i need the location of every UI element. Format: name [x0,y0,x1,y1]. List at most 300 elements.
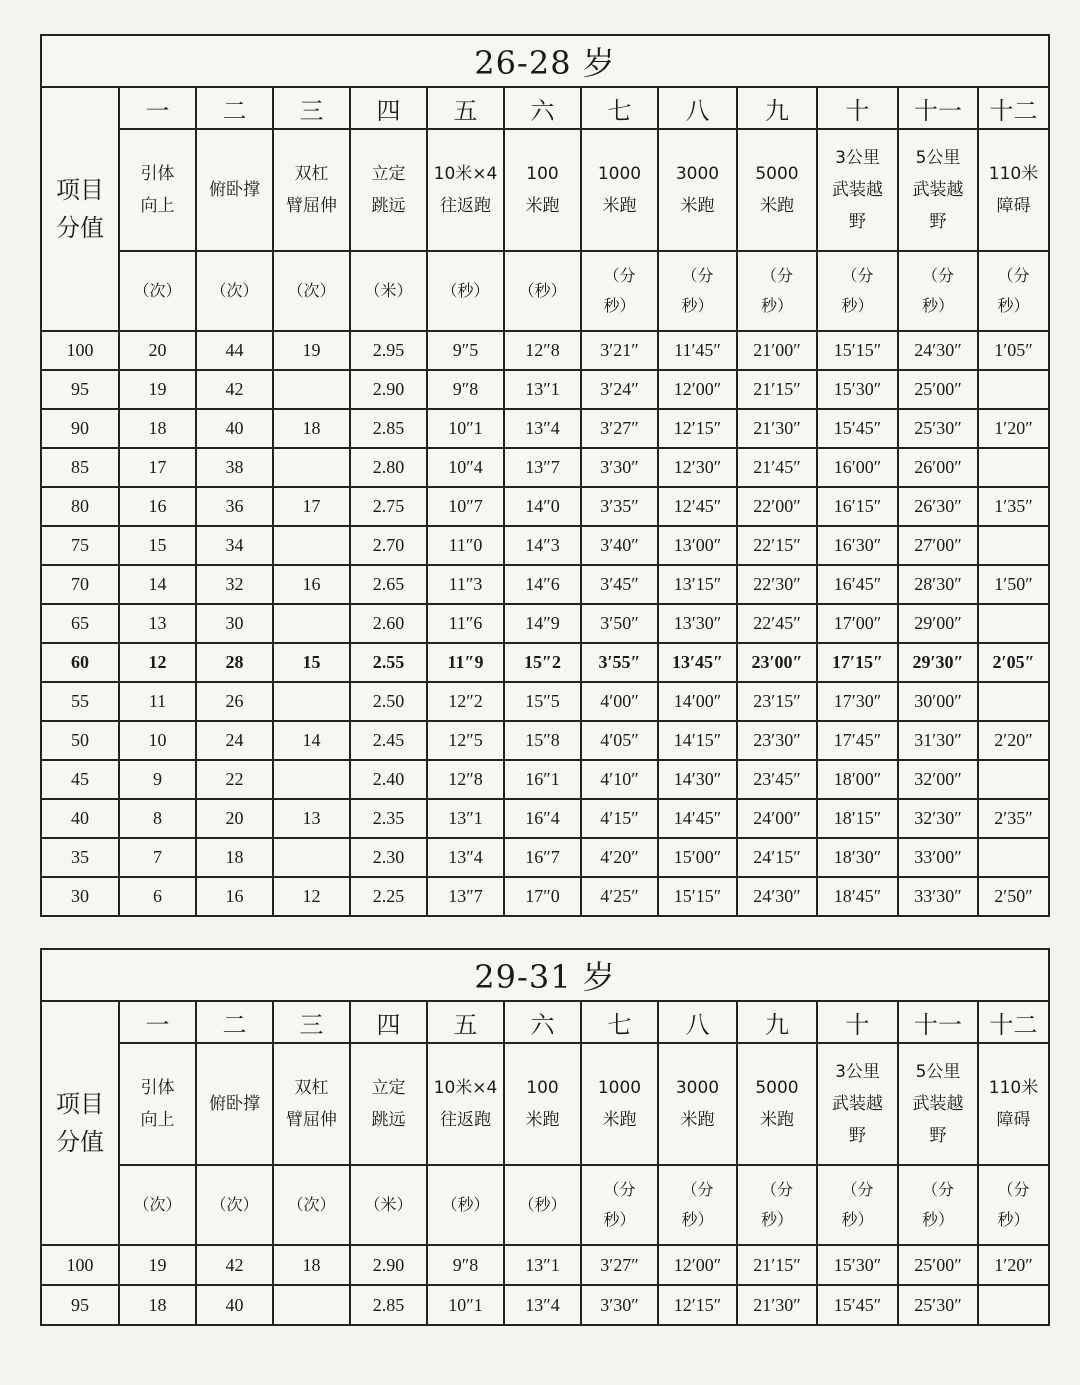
value-cell: 30′00″ [898,682,978,721]
value-cell: 26′30″ [898,487,978,526]
value-cell: 15″8 [504,721,581,760]
value-cell: 28′30″ [898,565,978,604]
value-cell: 38 [196,448,273,487]
header-text: 秒） [681,1210,714,1229]
table-row [41,1245,1049,1285]
value-cell [273,526,350,565]
header-text: （次） [210,280,259,300]
score-table-grid [40,948,1050,1326]
value-cell: 14″9 [504,604,581,643]
event-name-row [41,129,1049,251]
event-name [978,129,1049,251]
value-cell: 16″7 [504,838,581,877]
value-cell: 3′50″ [581,604,658,643]
value-cell: 4′05″ [581,721,658,760]
score-cell: 30 [41,877,119,916]
value-cell: 40 [196,1285,273,1325]
value-cell: 9 [119,760,196,799]
event-name [350,129,427,251]
score-cell: 75 [41,526,119,565]
header-text: 臂屈伸 [286,1110,337,1130]
value-cell: 25′30″ [898,409,978,448]
header-text: （秒） [518,280,567,300]
header-text: 3000 [675,163,720,184]
event-unit [119,251,196,331]
value-cell: 3′30″ [581,1285,658,1325]
event-name [817,129,898,251]
value-cell: 11′45″ [658,331,737,370]
header-text: 野 [849,1126,866,1147]
header-text: （分 [681,265,714,285]
value-cell: 12′15″ [658,1285,737,1325]
value-cell: 12″8 [427,760,504,799]
value-cell: 13″1 [504,1245,581,1285]
event-name [504,129,581,251]
header-text: 110米 [988,1077,1039,1098]
value-cell: 18 [273,1245,350,1285]
value-cell: 2.80 [350,448,427,487]
value-cell: 1′05″ [978,331,1049,370]
value-cell: 2.55 [350,643,427,682]
value-cell: 24′00″ [737,799,817,838]
header-text: 110米 [988,163,1039,184]
value-cell: 11 [119,682,196,721]
header-text: 秒） [997,1210,1030,1229]
value-cell: 44 [196,331,273,370]
value-cell: 15′15″ [817,331,898,370]
value-cell: 20 [196,799,273,838]
value-cell: 14″3 [504,526,581,565]
header-text: 秒） [921,1210,954,1229]
value-cell: 13″7 [504,448,581,487]
value-cell: 15′45″ [817,409,898,448]
score-table-29-31 [40,948,1048,1326]
table-row [41,643,1049,682]
value-cell: 22 [196,760,273,799]
value-cell: 3′24″ [581,370,658,409]
header-text: 引体 [140,1077,175,1098]
header-text: 米跑 [525,1110,560,1130]
header-text: （秒） [441,280,490,300]
score-cell: 65 [41,604,119,643]
value-cell: 9″5 [427,331,504,370]
value-cell: 14′30″ [658,760,737,799]
event-unit [350,251,427,331]
value-cell: 2.60 [350,604,427,643]
event-unit [196,251,273,331]
header-text: （分 [841,1179,874,1199]
value-cell: 13″1 [504,370,581,409]
value-cell: 16″1 [504,760,581,799]
header-text: 100 [526,1077,559,1098]
table-row [41,799,1049,838]
header-text: 10米×4 [433,1077,498,1098]
value-cell: 15′30″ [817,370,898,409]
column-number-row [41,1001,1049,1043]
value-cell: 23′45″ [737,760,817,799]
header-text: 米跑 [680,1110,715,1130]
value-cell [978,370,1049,409]
event-unit [196,1165,273,1245]
value-cell: 13′00″ [658,526,737,565]
value-cell: 26′00″ [898,448,978,487]
column-number: 三 [273,1001,350,1043]
value-cell: 21′15″ [737,1245,817,1285]
table-row [41,331,1049,370]
header-text: （分 [997,265,1030,285]
value-cell [273,604,350,643]
value-cell: 3′27″ [581,1245,658,1285]
value-cell: 13″4 [504,1285,581,1325]
event-name [737,129,817,251]
value-cell: 2.25 [350,877,427,916]
header-text: 野 [849,212,866,233]
header-text: 秒） [760,296,793,315]
header-text: 障碍 [996,1110,1031,1130]
value-cell [273,370,350,409]
header-text: 米跑 [602,1110,637,1130]
header-text: 项目 [56,1089,104,1118]
header-text: 1000 [597,163,642,184]
event-name [658,129,737,251]
value-cell: 6 [119,877,196,916]
value-cell: 40 [196,409,273,448]
value-cell: 33′00″ [898,838,978,877]
event-name [898,1043,978,1165]
value-cell: 4′00″ [581,682,658,721]
value-cell: 1′50″ [978,565,1049,604]
header-text: （秒） [441,1194,490,1214]
header-text: 分值 [56,214,104,242]
header-text: 武装越 [912,179,964,200]
header-text: 5000 [755,163,799,184]
value-cell: 2.90 [350,1245,427,1285]
value-cell: 17′45″ [817,721,898,760]
value-cell: 32 [196,565,273,604]
column-number: 一 [119,1001,196,1043]
value-cell: 4′10″ [581,760,658,799]
value-cell: 11″0 [427,526,504,565]
header-text: （分 [603,265,636,285]
value-cell: 16′00″ [817,448,898,487]
table-row [41,526,1049,565]
value-cell: 2.85 [350,409,427,448]
value-cell: 3′55″ [581,643,658,682]
value-cell: 14″6 [504,565,581,604]
event-unit [978,251,1049,331]
value-cell: 12″2 [427,682,504,721]
value-cell: 15 [273,643,350,682]
event-name [350,1043,427,1165]
event-name-row [41,1043,1049,1165]
value-cell [978,448,1049,487]
value-cell: 16′30″ [817,526,898,565]
score-cell: 60 [41,643,119,682]
table-title: 26-28 岁 [41,35,1049,87]
score-cell: 70 [41,565,119,604]
header-text: 100 [526,163,559,184]
column-number: 十 [817,87,898,129]
table-row [41,682,1049,721]
value-cell: 24′30″ [898,331,978,370]
value-cell: 30 [196,604,273,643]
header-text: 向上 [140,196,175,216]
value-cell: 17′00″ [817,604,898,643]
column-number: 二 [196,1001,273,1043]
header-text: 3000 [675,1077,720,1098]
value-cell: 15′45″ [817,1285,898,1325]
event-name [658,1043,737,1165]
value-cell: 24 [196,721,273,760]
header-text: 臂屈伸 [286,196,337,216]
value-cell [273,760,350,799]
value-cell: 28 [196,643,273,682]
value-cell: 42 [196,1245,273,1285]
score-cell: 95 [41,1285,119,1325]
score-cell: 35 [41,838,119,877]
value-cell: 13″1 [427,799,504,838]
value-cell [978,1285,1049,1325]
event-unit [119,1165,196,1245]
header-text: （分 [760,1179,793,1199]
value-cell: 12′00″ [658,1245,737,1285]
column-number: 五 [427,87,504,129]
value-cell: 42 [196,370,273,409]
header-text: 武装越 [832,179,883,200]
event-unit [273,1165,350,1245]
value-cell: 16 [119,487,196,526]
event-name [119,1043,196,1165]
header-text: 引体 [140,163,175,184]
value-cell: 12′45″ [658,487,737,526]
header-text: 秒） [841,296,874,315]
value-cell: 18′45″ [817,877,898,916]
header-text: 双杠 [294,1077,329,1098]
value-cell: 15″5 [504,682,581,721]
value-cell: 18 [119,409,196,448]
corner-header [41,87,119,331]
value-cell: 27′00″ [898,526,978,565]
event-unit [658,1165,737,1245]
header-text: （次） [133,1194,182,1214]
value-cell: 2.65 [350,565,427,604]
value-cell: 2.45 [350,721,427,760]
table-row [41,448,1049,487]
score-cell: 85 [41,448,119,487]
value-cell: 13′45″ [658,643,737,682]
value-cell: 2′20″ [978,721,1049,760]
event-unit [427,1165,504,1245]
value-cell: 10 [119,721,196,760]
value-cell: 31′30″ [898,721,978,760]
value-cell: 4′20″ [581,838,658,877]
header-text: （分 [681,1179,714,1199]
value-cell: 10″7 [427,487,504,526]
header-text: 跳远 [371,196,406,216]
value-cell: 36 [196,487,273,526]
value-cell: 12″5 [427,721,504,760]
event-name [737,1043,817,1165]
event-unit [658,251,737,331]
unit-row [41,1165,1049,1245]
table-row [41,877,1049,916]
header-text: 5公里 [915,1061,961,1082]
value-cell: 22′45″ [737,604,817,643]
header-text: 武装越 [912,1093,964,1114]
column-number: 十二 [978,87,1049,129]
value-cell: 3′45″ [581,565,658,604]
title-row [41,35,1049,87]
header-text: 俯卧撑 [209,1093,260,1114]
header-text: （分 [603,1179,636,1199]
value-cell: 16′15″ [817,487,898,526]
event-name [427,1043,504,1165]
value-cell: 23′15″ [737,682,817,721]
value-cell: 2.30 [350,838,427,877]
value-cell: 2.85 [350,1285,427,1325]
header-text: 立定 [371,163,406,184]
value-cell: 10″1 [427,1285,504,1325]
event-name [817,1043,898,1165]
event-name [196,129,273,251]
header-text: （分 [921,1179,954,1199]
event-name [119,129,196,251]
event-unit [978,1165,1049,1245]
header-text: （分 [841,265,874,285]
header-text: （米） [364,280,413,300]
value-cell: 12′00″ [658,370,737,409]
value-cell: 9″8 [427,1245,504,1285]
value-cell: 23′30″ [737,721,817,760]
event-name [581,129,658,251]
value-cell: 2.75 [350,487,427,526]
value-cell: 13 [273,799,350,838]
value-cell: 13′30″ [658,604,737,643]
value-cell: 17 [119,448,196,487]
column-number: 十 [817,1001,898,1043]
column-number: 四 [350,87,427,129]
value-cell [273,682,350,721]
column-number: 一 [119,87,196,129]
value-cell [273,448,350,487]
value-cell: 17′30″ [817,682,898,721]
value-cell: 4′15″ [581,799,658,838]
value-cell: 14 [273,721,350,760]
value-cell: 29′30″ [898,643,978,682]
event-unit [427,251,504,331]
header-text: 3公里 [835,1061,880,1082]
value-cell: 8 [119,799,196,838]
value-cell: 13″4 [504,409,581,448]
value-cell [978,604,1049,643]
table-title: 29-31 岁 [41,949,1049,1001]
value-cell: 16″4 [504,799,581,838]
value-cell: 22′00″ [737,487,817,526]
column-number: 八 [658,1001,737,1043]
value-cell: 14 [119,565,196,604]
value-cell: 12′30″ [658,448,737,487]
header-text: （次） [133,280,182,300]
column-number: 三 [273,87,350,129]
table-row [41,370,1049,409]
event-unit [581,1165,658,1245]
value-cell: 3′21″ [581,331,658,370]
value-cell: 22′30″ [737,565,817,604]
value-cell: 15″2 [504,643,581,682]
value-cell: 13″4 [427,838,504,877]
header-text: （分 [921,265,954,285]
column-number: 十一 [898,1001,978,1043]
header-text: （分 [997,1179,1030,1199]
column-number: 七 [581,1001,658,1043]
header-text: 米跑 [760,196,794,216]
column-number: 五 [427,1001,504,1043]
score-table-grid [40,34,1050,917]
event-unit [817,251,898,331]
event-unit [504,251,581,331]
value-cell: 15′00″ [658,838,737,877]
value-cell: 14′45″ [658,799,737,838]
value-cell: 3′35″ [581,487,658,526]
header-text: 秒） [681,296,714,315]
header-text: 武装越 [832,1093,883,1114]
value-cell [978,526,1049,565]
value-cell: 23′00″ [737,643,817,682]
header-text: 1000 [597,1077,642,1098]
value-cell: 10″1 [427,409,504,448]
column-number-row [41,87,1049,129]
value-cell [978,838,1049,877]
value-cell [978,760,1049,799]
column-number: 八 [658,87,737,129]
value-cell: 19 [119,1245,196,1285]
value-cell: 21′45″ [737,448,817,487]
table-row [41,721,1049,760]
event-unit [817,1165,898,1245]
value-cell: 2.50 [350,682,427,721]
value-cell: 9″8 [427,370,504,409]
event-name [427,129,504,251]
value-cell: 2.95 [350,331,427,370]
event-unit [273,251,350,331]
header-text: 双杠 [294,163,329,184]
table-row [41,1285,1049,1325]
corner-header [41,1001,119,1245]
value-cell: 13″7 [427,877,504,916]
score-table-26-28 [40,34,1048,917]
value-cell: 13 [119,604,196,643]
header-text: （次） [287,1194,336,1214]
header-text: 米跑 [760,1110,794,1130]
header-text: 项目 [56,175,104,204]
score-cell: 80 [41,487,119,526]
value-cell: 24′30″ [737,877,817,916]
value-cell: 17 [273,487,350,526]
table-row [41,487,1049,526]
score-cell: 95 [41,370,119,409]
header-text: 分值 [56,1128,104,1156]
value-cell [273,838,350,877]
table-row [41,565,1049,604]
header-text: （米） [364,1194,413,1214]
column-number: 二 [196,87,273,129]
value-cell: 18′00″ [817,760,898,799]
event-unit [898,1165,978,1245]
value-cell: 14″0 [504,487,581,526]
value-cell: 16′45″ [817,565,898,604]
header-text: 秒） [603,1210,636,1229]
value-cell: 22′15″ [737,526,817,565]
